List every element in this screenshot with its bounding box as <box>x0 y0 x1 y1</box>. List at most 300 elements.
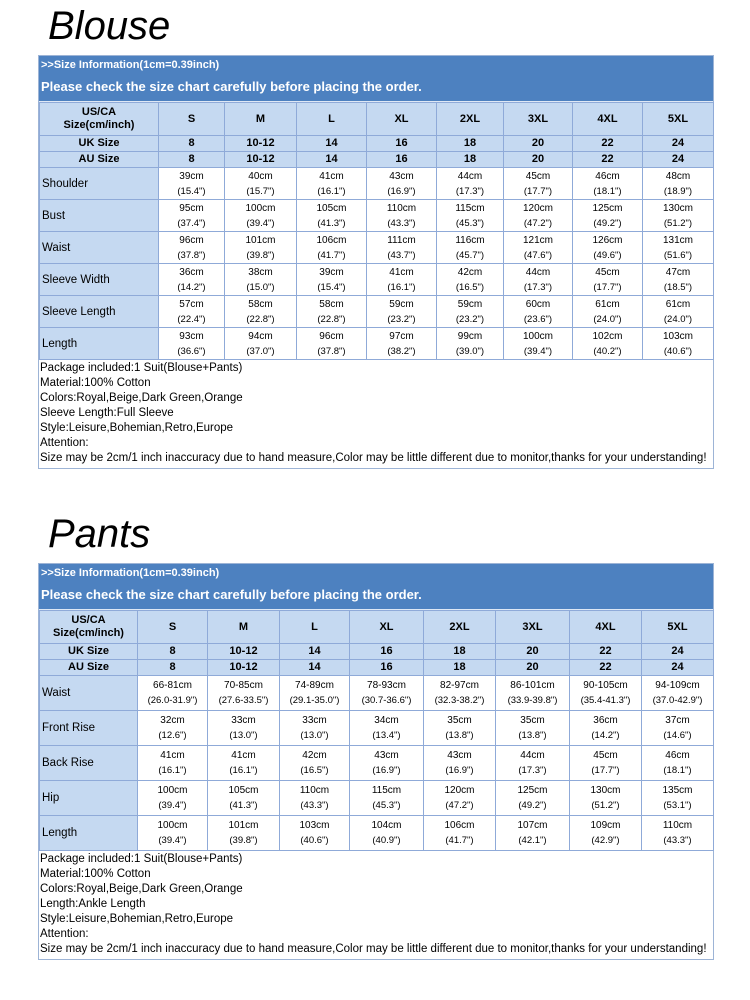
blouse-measure-cm: 116cm <box>455 234 485 246</box>
blouse-measure-inch: (16.1") <box>387 281 416 293</box>
blouse-size-header: 3XL <box>504 103 573 136</box>
blouse-uk-label: UK Size <box>40 136 159 152</box>
pants-note-line: Size may be 2cm/1 inch inaccuracy due to hand measure,Color may be little different due to monitor,thanks for your understanding! <box>40 943 707 955</box>
pants-measure-cell <box>570 781 642 816</box>
blouse-measure-cell <box>643 168 714 200</box>
blouse-measure-cm: 47cm <box>665 266 691 278</box>
blouse-measure-row <box>40 328 714 360</box>
pants-measure-cm: 43cm <box>447 750 472 761</box>
pants-au-row <box>40 660 714 676</box>
blouse-notice: Please check the size chart carefully before placing the order. <box>41 79 422 94</box>
pants-measure-cm: 106cm <box>444 820 475 831</box>
blouse-measure-cm: 99cm <box>457 330 483 342</box>
pants-size-header: XL <box>350 611 424 644</box>
blouse-measure-cm: 131cm <box>662 234 693 246</box>
blouse-measure-cell <box>159 296 225 328</box>
pants-measure-cm: 46cm <box>665 750 690 761</box>
blouse-size-header: M <box>225 103 297 136</box>
blouse-note-line: Sleeve Length:Full Sleeve <box>40 407 174 419</box>
pants-measure-cm: 105cm <box>228 785 259 796</box>
blouse-product-notes <box>39 360 713 468</box>
pants-measure-cell <box>138 676 208 711</box>
pants-measure-cell <box>570 711 642 746</box>
blouse-measure-inch: (43.7") <box>387 249 416 261</box>
blouse-measure-row <box>40 232 714 264</box>
blouse-uk-row <box>40 136 714 152</box>
blouse-measure-cm: 61cm <box>595 298 620 310</box>
blouse-measure-inch: (17.3") <box>523 281 553 293</box>
pants-measure-cell <box>496 746 570 781</box>
pants-measure-cell <box>350 781 424 816</box>
blouse-size-header: L <box>297 103 367 136</box>
pants-measure-cm: 130cm <box>590 785 621 796</box>
blouse-measure-cm: 95cm <box>179 202 204 214</box>
pants-measure-cm: 36cm <box>593 715 618 726</box>
blouse-measure-cell <box>437 232 504 264</box>
pants-measure-cell <box>208 816 280 851</box>
blouse-measure-cell <box>643 200 714 232</box>
pants-uk-size: 14 <box>280 644 350 660</box>
blouse-measure-inch: (15.4") <box>177 185 206 197</box>
blouse-measure-cm: 101cm <box>245 234 276 246</box>
pants-measure-cell <box>570 816 642 851</box>
pants-measure-inch: (16.5") <box>300 765 329 776</box>
blouse-measure-cm: 96cm <box>319 330 344 342</box>
pants-size-table <box>39 610 714 851</box>
pants-measure-cm: 35cm <box>520 715 545 726</box>
blouse-measure-cell <box>367 232 437 264</box>
blouse-measure-label: Bust <box>40 200 159 232</box>
blouse-note-line: Material:100% Cotton <box>40 377 151 389</box>
blouse-uk-size: 22 <box>573 136 643 152</box>
blouse-measure-inch: (41.3") <box>317 217 346 229</box>
pants-size-info: >>Size Information(1cm=0.39inch) <box>41 567 220 579</box>
pants-measure-inch: (37.0-42.9") <box>652 695 703 706</box>
pants-measure-inch: (32.3-38.2") <box>434 695 485 706</box>
blouse-measure-cell <box>297 168 367 200</box>
pants-uk-size: 24 <box>642 644 714 660</box>
blouse-au-size: 10-12 <box>225 152 297 168</box>
pants-measure-inch: (27.6-33.5") <box>218 695 269 706</box>
pants-uk-size: 16 <box>350 644 424 660</box>
pants-product-notes <box>39 851 713 959</box>
blouse-measure-inch: (17.7") <box>593 281 622 293</box>
blouse-measure-inch: (17.7") <box>523 185 553 197</box>
blouse-au-size: 16 <box>367 152 437 168</box>
blouse-measure-cm: 130cm <box>662 202 693 214</box>
pants-measure-inch: (41.7") <box>445 835 474 846</box>
pants-banner <box>39 564 713 610</box>
blouse-measure-cm: 39cm <box>319 266 344 278</box>
pants-measure-inch: (16.1") <box>229 765 258 776</box>
pants-measure-cm: 43cm <box>374 750 399 761</box>
blouse-measure-cell <box>367 168 437 200</box>
pants-measure-cell <box>570 676 642 711</box>
blouse-measure-inch: (18.1") <box>593 185 622 197</box>
pants-measure-row <box>40 746 714 781</box>
pants-measure-inch: (45.3") <box>372 800 401 811</box>
pants-au-size: 10-12 <box>208 660 280 676</box>
pants-measure-inch: (42.9") <box>591 835 620 846</box>
blouse-measure-cm: 36cm <box>179 266 204 278</box>
blouse-measure-cell <box>504 200 573 232</box>
blouse-measure-cell <box>367 200 437 232</box>
blouse-measure-inch: (23.2") <box>387 313 416 325</box>
pants-note-line: Length:Ankle Length <box>40 898 146 910</box>
blouse-measure-cell <box>504 328 573 360</box>
pants-measure-inch: (12.6") <box>158 730 187 741</box>
blouse-au-size: 14 <box>297 152 367 168</box>
pants-size-header: S <box>138 611 208 644</box>
blouse-measure-row <box>40 296 714 328</box>
blouse-measure-cm: 100cm <box>245 202 276 214</box>
blouse-note-line: Size may be 2cm/1 inch inaccuracy due to hand measure,Color may be little different due to monitor,thanks for your understanding! <box>40 452 707 464</box>
blouse-measure-inch: (40.6") <box>663 345 693 357</box>
blouse-measure-cm: 110cm <box>386 202 417 214</box>
blouse-measure-cm: 39cm <box>179 170 204 182</box>
blouse-measure-inch: (18.9") <box>663 185 693 197</box>
pants-measure-label: Hip <box>40 781 138 816</box>
blouse-measure-inch: (16.9") <box>387 185 416 197</box>
blouse-au-size: 18 <box>437 152 504 168</box>
pants-measure-inch: (13.0") <box>300 730 329 741</box>
pants-measure-inch: (18.1") <box>663 765 692 776</box>
blouse-size-header: 5XL <box>643 103 714 136</box>
blouse-measure-inch: (47.6") <box>523 249 553 261</box>
pants-au-size: 18 <box>424 660 496 676</box>
blouse-measure-cell <box>437 168 504 200</box>
pants-measure-cm: 41cm <box>160 750 185 761</box>
blouse-measure-cm: 44cm <box>525 266 551 278</box>
blouse-measure-cm: 60cm <box>525 298 551 310</box>
blouse-measure-cell <box>159 168 225 200</box>
blouse-note-line: Package included:1 Suit(Blouse+Pants) <box>40 362 243 374</box>
blouse-size-info: >>Size Information(1cm=0.39inch) <box>41 59 220 71</box>
blouse-measure-label: Waist <box>40 232 159 264</box>
blouse-measure-cm: 58cm <box>248 298 273 310</box>
pants-measure-row <box>40 711 714 746</box>
pants-measure-cell <box>642 781 714 816</box>
blouse-measure-cm: 120cm <box>522 202 553 214</box>
blouse-measure-label: Length <box>40 328 159 360</box>
blouse-measure-cell <box>297 328 367 360</box>
blouse-measure-inch: (40.2") <box>593 345 622 357</box>
pants-uk-size: 10-12 <box>208 644 280 660</box>
blouse-measure-cm: 96cm <box>179 234 204 246</box>
blouse-measure-cell <box>367 328 437 360</box>
blouse-measure-label: Sleeve Length <box>40 296 159 328</box>
blouse-measure-inch: (51.2") <box>663 217 693 229</box>
pants-au-size: 20 <box>496 660 570 676</box>
blouse-measure-row <box>40 168 714 200</box>
pants-measure-cell <box>138 746 208 781</box>
blouse-measure-inch: (39.0") <box>455 345 485 357</box>
pants-section-title: Pants <box>48 512 151 556</box>
pants-measure-cm: 115cm <box>371 785 402 796</box>
blouse-measure-cm: 59cm <box>457 298 483 310</box>
pants-measure-cm: 94-109cm <box>655 680 700 691</box>
pants-measure-cm: 90-105cm <box>583 680 628 691</box>
blouse-measure-inch: (24.0") <box>663 313 693 325</box>
pants-measure-cell <box>642 746 714 781</box>
pants-measure-inch: (39.4") <box>158 835 187 846</box>
blouse-measure-cm: 97cm <box>389 330 414 342</box>
pants-header-label-line1: US/CA <box>71 614 106 626</box>
pants-measure-cm: 33cm <box>302 715 327 726</box>
pants-measure-inch: (35.4-41.3") <box>580 695 631 706</box>
pants-size-header: M <box>208 611 280 644</box>
pants-measure-row <box>40 816 714 851</box>
blouse-measure-cm: 45cm <box>595 266 620 278</box>
blouse-measure-cell <box>437 296 504 328</box>
pants-measure-cm: 44cm <box>520 750 545 761</box>
pants-measure-cm: 100cm <box>157 785 188 796</box>
pants-measure-cell <box>138 711 208 746</box>
blouse-size-header: 2XL <box>437 103 504 136</box>
blouse-measure-cell <box>225 296 297 328</box>
blouse-measure-cm: 38cm <box>248 266 273 278</box>
blouse-measure-inch: (41.7") <box>317 249 346 261</box>
blouse-au-size: 22 <box>573 152 643 168</box>
blouse-measure-cm: 102cm <box>592 330 623 342</box>
blouse-measure-inch: (38.2") <box>387 345 416 357</box>
pants-measure-cm: 104cm <box>371 820 402 831</box>
blouse-measure-cell <box>225 264 297 296</box>
blouse-measure-cell <box>225 200 297 232</box>
blouse-au-size: 24 <box>643 152 714 168</box>
pants-measure-cm: 45cm <box>593 750 618 761</box>
pants-measure-cm: 103cm <box>299 820 330 831</box>
pants-measure-inch: (40.9") <box>372 835 401 846</box>
blouse-header-label <box>40 103 159 136</box>
pants-measure-cm: 66-81cm <box>153 680 192 691</box>
pants-measure-row <box>40 676 714 711</box>
pants-measure-inch: (16.9") <box>372 765 401 776</box>
blouse-size-chart <box>38 55 714 469</box>
pants-measure-inch: (43.3") <box>300 800 329 811</box>
blouse-measure-cell <box>504 168 573 200</box>
pants-measure-inch: (40.6") <box>300 835 329 846</box>
blouse-measure-cm: 40cm <box>248 170 273 182</box>
blouse-size-header-row <box>40 103 714 136</box>
blouse-measure-inch: (16.5") <box>455 281 485 293</box>
pants-uk-row <box>40 644 714 660</box>
pants-measure-cell <box>642 711 714 746</box>
pants-measure-cell <box>280 816 350 851</box>
pants-measure-inch: (51.2") <box>591 800 620 811</box>
pants-measure-cm: 35cm <box>447 715 472 726</box>
pants-size-header: L <box>280 611 350 644</box>
pants-measure-cm: 32cm <box>160 715 185 726</box>
blouse-measure-cm: 125cm <box>592 202 623 214</box>
blouse-measure-cm: 42cm <box>457 266 483 278</box>
pants-measure-cm: 78-93cm <box>367 680 406 691</box>
pants-uk-size: 8 <box>138 644 208 660</box>
blouse-header-label-line1: US/CA <box>81 106 117 118</box>
blouse-measure-inch: (39.8") <box>246 249 275 261</box>
pants-measure-cm: 37cm <box>665 715 690 726</box>
pants-measure-cell <box>424 711 496 746</box>
pants-size-header-row <box>40 611 714 644</box>
pants-size-header: 3XL <box>496 611 570 644</box>
pants-measure-cell <box>350 676 424 711</box>
blouse-measure-row <box>40 200 714 232</box>
pants-note-line: Style:Leisure,Bohemian,Retro,Europe <box>40 913 234 925</box>
blouse-measure-cm: 105cm <box>316 202 347 214</box>
pants-notice: Please check the size chart carefully before placing the order. <box>41 587 422 602</box>
blouse-measure-inch: (15.4") <box>317 281 346 293</box>
blouse-measure-inch: (16.1") <box>317 185 346 197</box>
blouse-measure-cm: 126cm <box>592 234 623 246</box>
pants-measure-inch: (16.1") <box>158 765 187 776</box>
pants-measure-cell <box>642 816 714 851</box>
blouse-measure-cell <box>643 296 714 328</box>
blouse-measure-inch: (18.5") <box>663 281 693 293</box>
pants-uk-size: 22 <box>570 644 642 660</box>
pants-measure-cell <box>642 676 714 711</box>
pants-measure-inch: (13.4") <box>372 730 401 741</box>
pants-measure-inch: (13.8") <box>445 730 474 741</box>
pants-measure-cell <box>208 746 280 781</box>
pants-measure-cm: 82-97cm <box>440 680 479 691</box>
blouse-measure-cm: 93cm <box>179 330 204 342</box>
pants-au-label: AU Size <box>40 660 138 676</box>
blouse-measure-cell <box>367 296 437 328</box>
blouse-measure-cell <box>504 232 573 264</box>
pants-measure-inch: (26.0-31.9") <box>147 695 198 706</box>
pants-measure-cm: 125cm <box>517 785 548 796</box>
blouse-banner <box>39 56 713 102</box>
pants-measure-inch: (41.3") <box>229 800 258 811</box>
pants-measure-inch: (17.3") <box>518 765 547 776</box>
blouse-measure-cm: 45cm <box>525 170 551 182</box>
blouse-measure-inch: (37.8") <box>317 345 346 357</box>
blouse-measure-cell <box>573 264 643 296</box>
blouse-measure-inch: (49.6") <box>593 249 622 261</box>
blouse-measure-cell <box>573 168 643 200</box>
blouse-measure-cm: 41cm <box>319 170 344 182</box>
blouse-measure-cm: 94cm <box>248 330 273 342</box>
pants-measure-label: Front Rise <box>40 711 138 746</box>
blouse-measure-cm: 103cm <box>662 330 693 342</box>
blouse-measure-cell <box>573 328 643 360</box>
pants-measure-inch: (39.4") <box>158 800 187 811</box>
pants-size-chart <box>38 563 714 960</box>
pants-note-line: Colors:Royal,Beige,Dark Green,Orange <box>40 883 243 895</box>
pants-measure-cm: 135cm <box>662 785 693 796</box>
blouse-measure-cell <box>159 200 225 232</box>
blouse-size-header: XL <box>367 103 437 136</box>
pants-measure-cell <box>208 711 280 746</box>
blouse-measure-cell <box>573 200 643 232</box>
blouse-measure-inch: (49.2") <box>593 217 622 229</box>
blouse-measure-cell <box>437 264 504 296</box>
pants-au-size: 24 <box>642 660 714 676</box>
blouse-measure-inch: (51.6") <box>663 249 693 261</box>
pants-measure-cell <box>280 711 350 746</box>
pants-measure-cell <box>280 781 350 816</box>
pants-size-header: 4XL <box>570 611 642 644</box>
blouse-measure-inch: (45.7") <box>455 249 485 261</box>
blouse-measure-cell <box>297 232 367 264</box>
blouse-measure-cm: 44cm <box>457 170 483 182</box>
pants-note-line: Material:100% Cotton <box>40 868 151 880</box>
blouse-measure-cm: 57cm <box>179 298 204 310</box>
blouse-section-title: Blouse <box>48 4 171 48</box>
blouse-uk-size: 16 <box>367 136 437 152</box>
pants-measure-cell <box>496 676 570 711</box>
pants-note-line: Attention: <box>40 928 89 940</box>
pants-uk-label: UK Size <box>40 644 138 660</box>
pants-measure-inch: (17.7") <box>591 765 620 776</box>
blouse-measure-cell <box>437 200 504 232</box>
pants-size-header: 2XL <box>424 611 496 644</box>
pants-measure-cm: 100cm <box>157 820 188 831</box>
blouse-uk-size: 18 <box>437 136 504 152</box>
blouse-measure-cell <box>643 232 714 264</box>
blouse-measure-cell <box>297 296 367 328</box>
blouse-measure-inch: (17.3") <box>455 185 485 197</box>
blouse-size-table <box>39 102 714 360</box>
pants-measure-cell <box>350 711 424 746</box>
blouse-measure-cm: 58cm <box>319 298 344 310</box>
pants-au-size: 14 <box>280 660 350 676</box>
pants-au-size: 8 <box>138 660 208 676</box>
blouse-measure-cell <box>643 264 714 296</box>
pants-measure-cm: 107cm <box>517 820 548 831</box>
blouse-measure-inch: (39.4") <box>246 217 275 229</box>
blouse-measure-cm: 61cm <box>665 298 691 310</box>
blouse-measure-cell <box>159 232 225 264</box>
blouse-measure-inch: (15.7") <box>246 185 275 197</box>
blouse-measure-cm: 41cm <box>389 266 414 278</box>
blouse-au-row <box>40 152 714 168</box>
pants-header-label <box>40 611 138 644</box>
pants-measure-inch: (13.8") <box>518 730 547 741</box>
pants-measure-cell <box>424 816 496 851</box>
blouse-au-size: 8 <box>159 152 225 168</box>
blouse-measure-cm: 115cm <box>455 202 485 214</box>
pants-measure-cell <box>496 711 570 746</box>
pants-measure-cell <box>570 746 642 781</box>
blouse-measure-row <box>40 264 714 296</box>
blouse-measure-cm: 121cm <box>522 234 553 246</box>
pants-measure-cm: 33cm <box>231 715 256 726</box>
blouse-measure-cell <box>225 232 297 264</box>
pants-measure-inch: (14.6") <box>663 730 692 741</box>
blouse-measure-inch: (37.8") <box>177 249 206 261</box>
pants-measure-inch: (29.1-35.0") <box>289 695 340 706</box>
pants-measure-cm: 41cm <box>231 750 256 761</box>
pants-measure-inch: (53.1") <box>663 800 692 811</box>
blouse-measure-cm: 100cm <box>522 330 553 342</box>
blouse-measure-cell <box>159 328 225 360</box>
pants-measure-cell <box>280 746 350 781</box>
blouse-measure-inch: (23.6") <box>523 313 553 325</box>
blouse-measure-inch: (47.2") <box>523 217 553 229</box>
pants-uk-size: 20 <box>496 644 570 660</box>
blouse-measure-cell <box>573 232 643 264</box>
pants-measure-cell <box>138 816 208 851</box>
blouse-measure-cell <box>225 328 297 360</box>
pants-measure-cm: 101cm <box>228 820 259 831</box>
pants-measure-cm: 110cm <box>299 785 330 796</box>
pants-measure-inch: (14.2") <box>591 730 620 741</box>
pants-header-label-line2: Size(cm/inch) <box>53 627 124 639</box>
pants-measure-cm: 74-89cm <box>295 680 334 691</box>
blouse-measure-cell <box>225 168 297 200</box>
pants-measure-cell <box>280 676 350 711</box>
